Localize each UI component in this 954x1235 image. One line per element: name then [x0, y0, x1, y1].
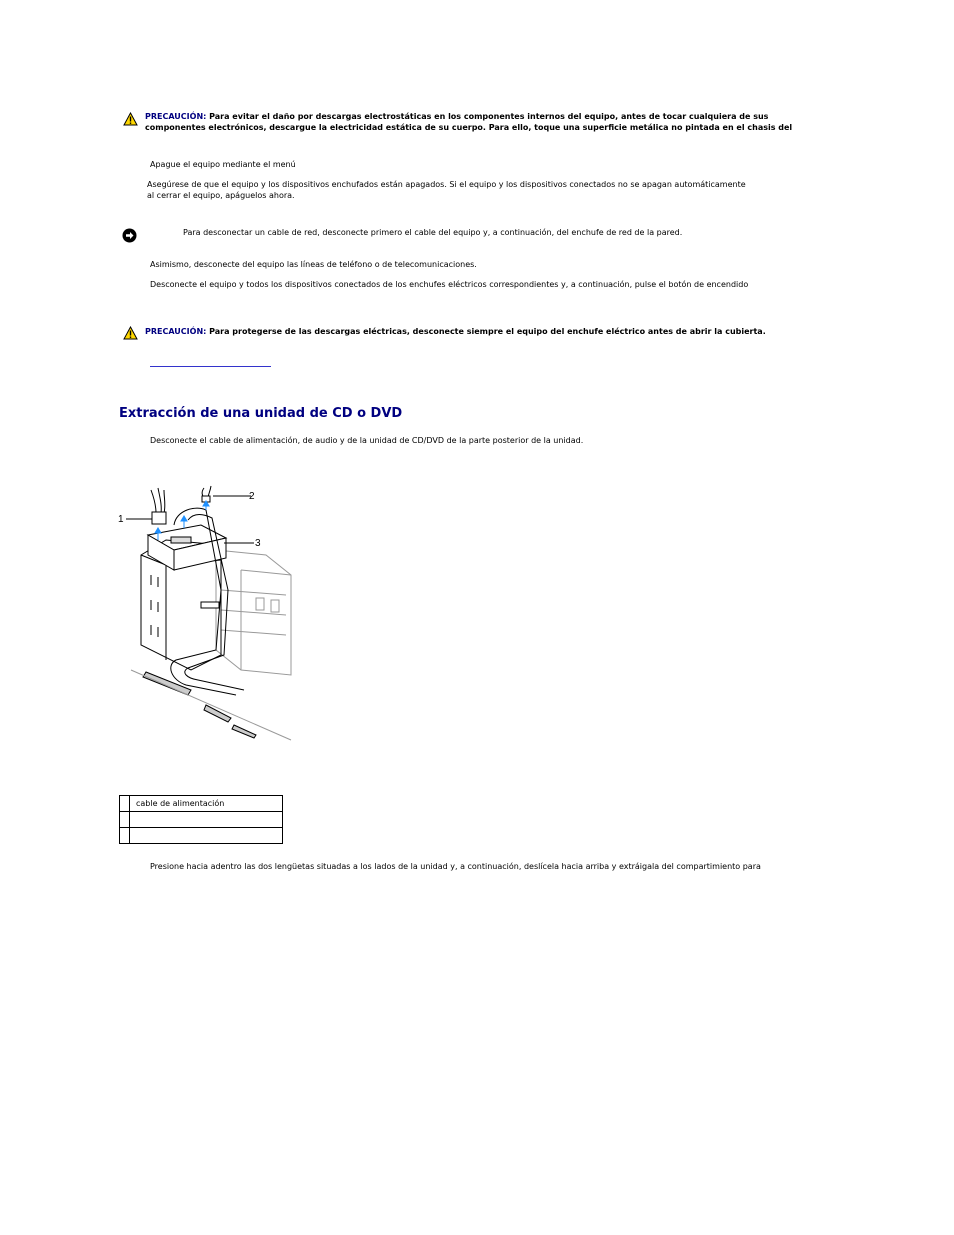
legend-text	[130, 828, 283, 844]
legend-text	[130, 812, 283, 828]
legend-table	[119, 795, 283, 844]
step-release-drive: Presione hacia adentro las dos lengüetas situadas a los lados de la unidad y, a continuación, deslícela hacia arriba y extráigala del compartimiento para	[150, 862, 761, 871]
step-verify-off-line2: al cerrar el equipo, apáguelos ahora.	[147, 191, 295, 200]
caution-label: PRECAUCIÓN:	[145, 112, 207, 121]
warning-triangle-icon	[123, 112, 138, 126]
notice-icon	[122, 228, 137, 243]
callout-1: 1	[118, 514, 124, 525]
callout-3: 3	[255, 538, 261, 549]
caution-electrostatic	[145, 111, 845, 133]
caution-text-line1: Para evitar el daño por descargas electrostáticas en los componentes internos del equipo, antes de tocar cualquiera de sus	[206, 112, 769, 121]
callout-2: 2	[249, 491, 255, 502]
legend-text: cable de alimentación	[130, 796, 283, 812]
caution-text-line2: componentes electrónicos, descargue la electricidad estática de su cuerpo. Para ello, toque una superficie metálica no pintada en el chasis del	[145, 123, 793, 132]
cd-drive-illustration	[116, 480, 301, 742]
step-disconnect-power: Desconecte el equipo y todos los dispositivos conectados de los enchufes eléctricos correspondientes y, a continuación, pulse el botón de encendido	[150, 280, 749, 289]
notice-network-cable: Para desconectar un cable de red, desconecte primero el cable del equipo y, a continuación, del enchufe de red de la pared.	[183, 228, 683, 237]
caution-electric-shock	[145, 326, 766, 337]
step-shutdown: Apague el equipo mediante el menú	[150, 160, 296, 169]
section-heading: Extracción de una unidad de CD o DVD	[119, 406, 403, 421]
legend-row	[120, 796, 283, 812]
legend-number	[120, 828, 130, 844]
legend-row	[120, 812, 283, 828]
warning-triangle-icon	[123, 326, 138, 340]
step-disconnect-cables: Desconecte el cable de alimentación, de audio y de la unidad de CD/DVD de la parte posterior de la unidad.	[150, 436, 584, 445]
step-verify-off-line1: Asegúrese de que el equipo y los dispositivos enchufados están apagados. Si el equipo y los dispositivos conectados no se apagan automáticamente	[147, 180, 746, 189]
legend-number	[120, 812, 130, 828]
link-underline[interactable]	[150, 366, 271, 367]
step-disconnect-phone: Asimismo, desconecte del equipo las líneas de teléfono o de telecomunicaciones.	[150, 260, 477, 269]
caution-label: PRECAUCIÓN:	[145, 327, 207, 336]
legend-row	[120, 828, 283, 844]
legend-number	[120, 796, 130, 812]
caution-text: Para protegerse de las descargas eléctricas, desconecte siempre el equipo del enchufe eléctrico antes de abrir la cubierta.	[206, 327, 766, 336]
step-verify-off	[147, 179, 847, 201]
